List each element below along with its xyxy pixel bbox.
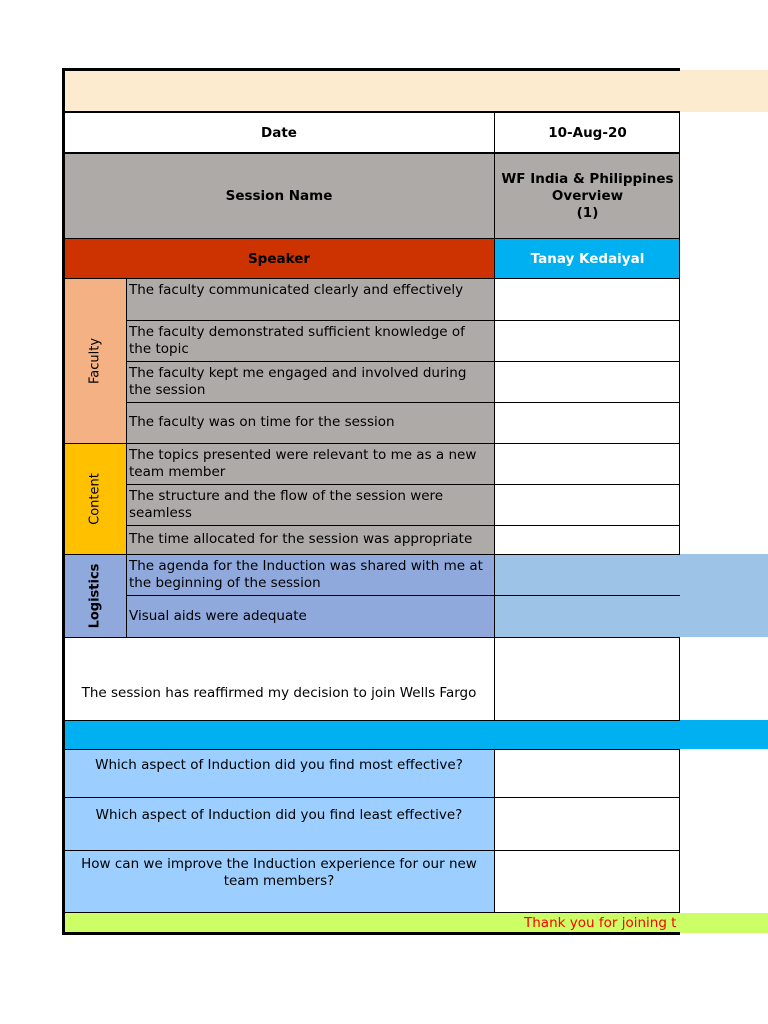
reaffirm-statement: The session has reaffirmed my decision to join Wells Fargo [81,685,477,701]
question-improve: How can we improve the Induction experience for our new team members? [64,850,494,913]
answer-most-effective[interactable] [495,749,680,797]
date-value: 10-Aug-20 [548,124,627,141]
content-label: Content [87,472,103,525]
logistics-label: Logistics [87,563,103,628]
faculty-label: Faculty [87,337,103,385]
statement-row: The topics presented were relevant to me as a new team member [127,443,494,484]
statement-row: The structure and the flow of the session were seamless [127,484,494,525]
answer-improve[interactable] [495,850,680,913]
section-divider-band [64,720,768,749]
session-value: WF India & Philippines Overview (1) [495,153,680,239]
statement-row: The faculty was on time for the session [127,402,494,443]
rating-cell[interactable] [495,361,680,402]
speaker-value: Tanay Kedaiyal [495,239,680,278]
title-band [64,70,768,112]
statement-row: The agenda for the Induction was shared with me at the beginning of the session [127,554,494,595]
rating-cell[interactable] [495,320,680,361]
answer-least-effective[interactable] [495,797,680,850]
rating-cell[interactable] [495,443,680,484]
statement-row: The faculty demonstrated sufficient knowledge of the topic [127,320,494,361]
statement-row: The faculty kept me engaged and involved during the session [127,361,494,402]
footer-thanks: Thank you for joining t [524,915,677,931]
content-group [64,443,126,554]
statement-row: The faculty communicated clearly and effectively [127,279,494,320]
rating-cell[interactable] [495,279,680,320]
session-label: Session Name [64,153,494,239]
statement-row: The time allocated for the session was appropriate [127,525,494,554]
rating-cell[interactable] [495,402,680,443]
date-label: Date [261,124,297,141]
statement-row: Visual aids were adequate [127,595,494,637]
question-least-effective: Which aspect of Induction did you find least effective? [64,797,494,850]
rating-cell[interactable] [495,554,768,595]
faculty-group [64,279,126,443]
rating-cell[interactable] [495,595,768,637]
logistics-group [64,554,126,637]
rating-cell[interactable] [495,484,680,525]
question-most-effective: Which aspect of Induction did you find most effective? [64,749,494,797]
reaffirm-answer-cell[interactable] [495,637,680,720]
rating-cell[interactable] [495,525,680,554]
speaker-label: Speaker [64,239,494,278]
